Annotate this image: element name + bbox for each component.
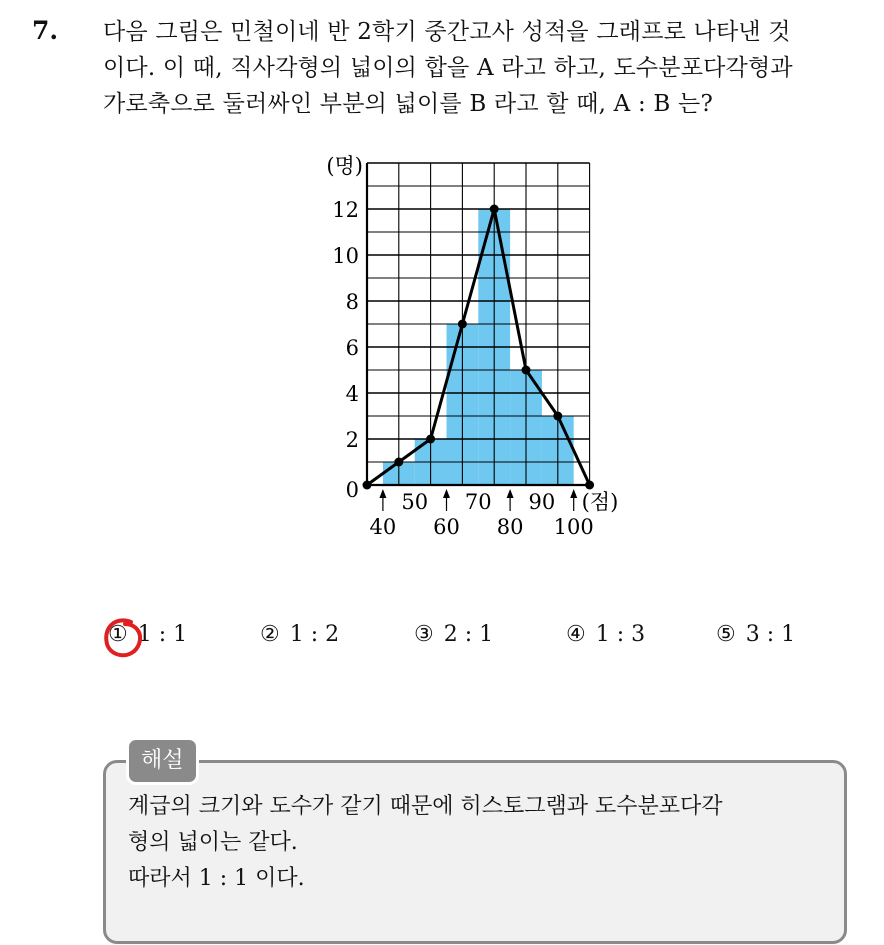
choice-number: ③ (414, 622, 434, 647)
y-tick-label: 4 (345, 382, 359, 406)
tick-arrow-head (379, 489, 386, 498)
polygon-point (585, 481, 594, 490)
choice-text: 1 : 1 (137, 622, 188, 647)
solution-panel (103, 760, 847, 944)
choice-text: 2 : 1 (443, 622, 494, 647)
polygon-point (426, 435, 435, 444)
x-tick-label: 50 (401, 490, 429, 514)
solution-line: 형의 넓이는 같다. (128, 830, 298, 855)
y-tick-label: 2 (345, 428, 359, 452)
polygon-point (458, 320, 467, 329)
choice-2[interactable] (260, 622, 339, 647)
y-tick-label: 10 (332, 244, 359, 268)
answer-choices (108, 622, 828, 662)
y-axis-label: (명) (326, 154, 363, 178)
x-tick-label: 40 (369, 515, 397, 539)
question-line: 이다. 이 때, 직사각형의 넓이의 합을 A 라고 하고, 도수분포다각형과 (103, 55, 793, 81)
choice-text: 1 : 2 (289, 622, 340, 647)
solution-tag: 해설 (126, 737, 199, 785)
polygon-point (522, 366, 531, 375)
choice-number: ④ (566, 622, 586, 647)
x-tick-label: 70 (464, 490, 492, 514)
polygon-point (553, 412, 562, 421)
question-number: 7. (32, 16, 59, 45)
polygon-point (394, 458, 403, 467)
solution-line: 계급의 크기와 도수가 같기 때문에 히스토그램과 도수분포다각 (128, 794, 723, 819)
choice-number: ① (108, 622, 128, 647)
choice-text: 1 : 3 (595, 622, 646, 647)
x-axis-label: (점) (581, 490, 619, 514)
x-tick-label: 100 (553, 515, 594, 539)
x-tick-label: 90 (528, 490, 556, 514)
y-tick-label: 0 (345, 478, 359, 502)
choice-number: ② (260, 622, 280, 647)
x-tick-label: 80 (496, 515, 524, 539)
histogram-chart (300, 150, 660, 550)
choice-3[interactable] (414, 622, 493, 647)
question-line: 다음 그림은 민철이네 반 2학기 중간고사 성적을 그래프로 나타낸 것 (103, 19, 791, 45)
y-tick-label: 8 (345, 290, 359, 314)
solution-text (128, 789, 830, 897)
tick-arrow-head (443, 489, 450, 498)
polygon-point (490, 205, 499, 214)
choice-4[interactable] (566, 622, 645, 647)
question-text (103, 14, 873, 122)
y-tick-label: 6 (345, 336, 359, 360)
solution-line: 따라서 1 : 1 이다. (128, 866, 305, 891)
choice-number: ⑤ (716, 622, 736, 647)
y-tick-label: 12 (332, 198, 359, 222)
choice-text: 3 : 1 (745, 622, 796, 647)
choice-5[interactable] (716, 622, 795, 647)
polygon-point (363, 481, 372, 490)
choice-1[interactable] (108, 622, 187, 647)
tick-arrow-head (570, 489, 577, 498)
tick-arrow-head (507, 489, 514, 498)
question-line: 가로축으로 둘러싸인 부분의 넓이를 B 라고 할 때, A : B 는? (103, 91, 713, 117)
x-tick-label: 60 (433, 515, 460, 539)
